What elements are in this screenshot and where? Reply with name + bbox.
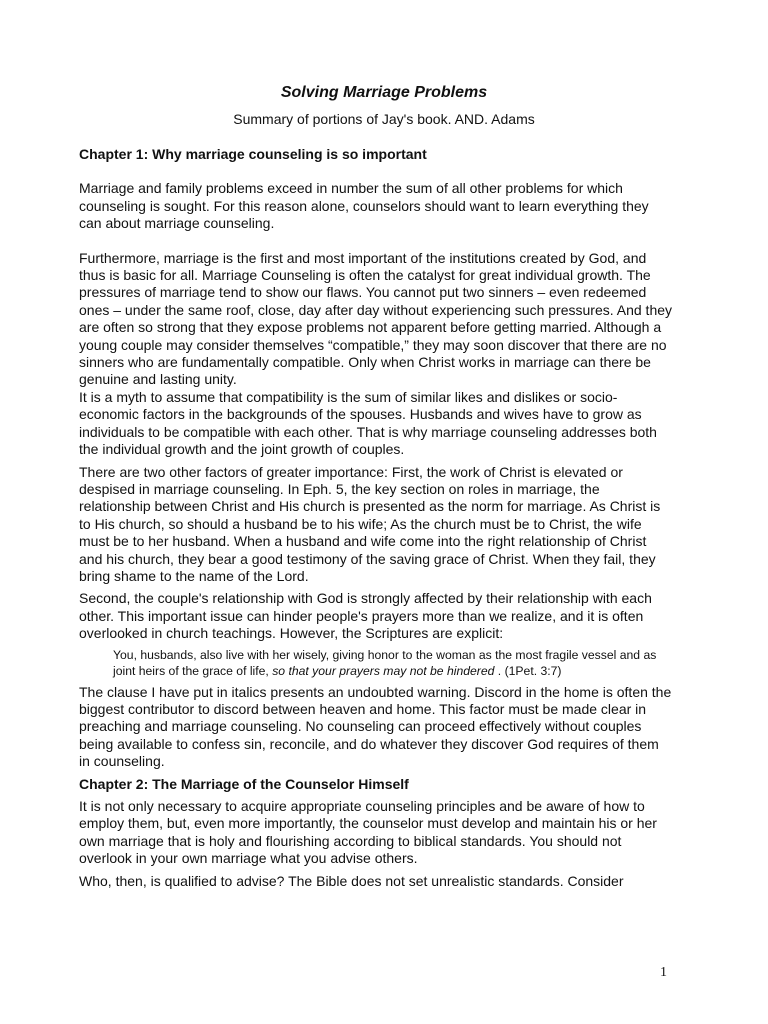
document-title: Solving Marriage Problems [280,84,488,101]
paragraph-2: Furthermore, marriage is the first and most important of the institutions created by God, and thus is basic for all. Marriage Counseling is often the catalyst for great individual growth. The pressures of marriage tend to show our flaws. You cannot put two sinners – even redeemed ones – under the same roof, close, day after day without experiencing such pressures. And they are often so strong that they expose problems not apparent before getting married. Although a young couple may consider themselves “compatible,” they may soon discover that there are no sinners who are fundamentally compatible. Only when Christ works in marriage can there be genuine and lasting unity. [79,249,673,388]
paragraph-3: It is a myth to assume that compatibility is the sum of similar likes and dislikes or socio-economic factors in the backgrounds of the spouses. Husbands and wives have to grow as individuals to be compatible with each other. That is why marriage counseling addresses both the individual growth and the joint growth of couples. [79,388,657,458]
paragraph-7: It is not only necessary to acquire appropriate counseling principles and be aware of how to employ them, but, even more importantly, the counselor must develop and maintain his or her own marriage that is holy and flourishing according to biblical standards. You should not overlook in your own marriage what you advise others. [79,798,657,867]
chapter-2-heading: Chapter 2: The Marriage of the Counselor Himself [79,775,409,792]
paragraph-1: Marriage and family problems exceed in number the sum of all other problems for which counseling is sought. For this reason alone, counselors should want to learn everything they can about marriage counseling. [79,180,649,232]
quote-plain-text: You, husbands, also live with her wisely, giving honor to the woman as the most fragile vessel and as joint heirs of the grace of life, [113,647,657,678]
paragraph-5: Second, the couple's relationship with God is strongly affected by their relationship with each other. This important issue can hinder people's prayers more than we realize, and it is often overlooked in church teachings. However, the Scriptures are explicit: [79,590,652,642]
paragraph-8: Who, then, is qualified to advise? The Bible does not set unrealistic standards. Consider [79,872,624,889]
document-body [79,146,673,890]
paragraph-6: The clause I have put in italics presents an undoubted warning. Discord in the home is often the biggest contributor to discord between heaven and home. This factor must be made clear in preaching and marriage counseling. No counseling can proceed effectively without couples being available to confess sin, reconcile, and do whatever they discover God requires of them in counseling. [79,683,672,770]
paragraph-4: There are two other factors of greater importance: First, the work of Christ is elevated or despised in marriage counseling. In Eph. 5, the key section on roles in marriage, the relationship between Christ and His church is presented as the norm for marriage. As Christ is to His church, so should a husband be to his wife; As the church must be to Christ, the wife must be to her husband. When a husband and wife come into the right relationship of Christ and his church, they bear a good testimony of the saving grace of Christ. When they fail, they bring shame to the name of the Lord. [79,463,661,584]
scripture-quote [113,647,673,679]
document-subtitle: Summary of portions of Jay's book. AND. Adams [233,111,535,127]
quote-reference: . (1Pet. 3:7) [494,663,562,678]
page-number: 1 [660,965,667,980]
chapter-1-heading: Chapter 1: Why marriage counseling is so important [79,146,427,162]
quote-italic-text: so that your prayers may not be hindered [272,663,495,678]
